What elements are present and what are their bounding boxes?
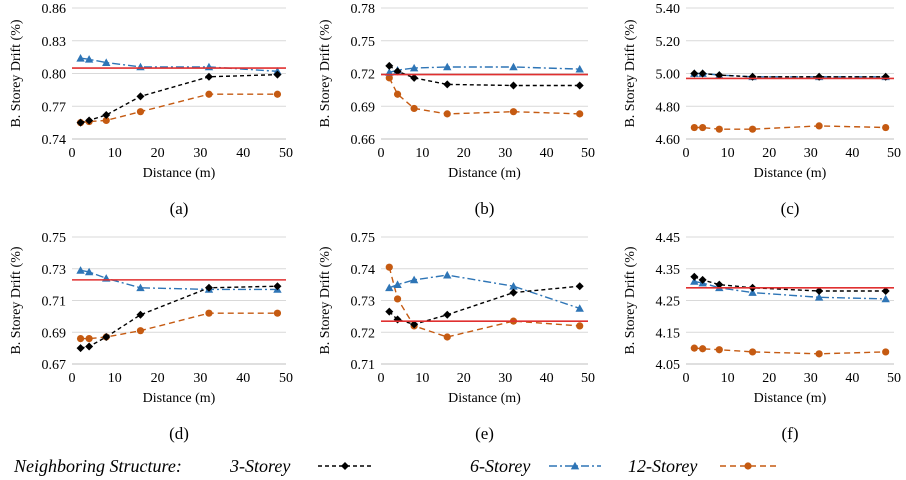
data-point <box>394 295 401 302</box>
x-tick-label: 50 <box>581 146 595 161</box>
y-tick-label: 4.25 <box>655 294 680 310</box>
panel-label: (a) <box>169 199 189 218</box>
data-point <box>136 63 144 71</box>
legend-prefix: Neighboring Structure: <box>14 456 182 476</box>
series-12-storey <box>691 122 890 132</box>
y-tick-label: 0.72 <box>350 67 375 83</box>
y-tick-label: 4.45 <box>655 231 680 246</box>
x-axis-title: Distance (m) <box>142 166 216 181</box>
data-point <box>576 282 584 290</box>
x-tick-label: 40 <box>845 371 860 386</box>
data-point <box>77 344 85 352</box>
x-tick-label: 50 <box>279 146 293 161</box>
legend-item-3-storey <box>229 456 372 476</box>
data-point <box>85 343 93 351</box>
data-point <box>881 295 889 303</box>
series-3-storey <box>77 282 282 352</box>
data-point <box>749 126 756 133</box>
y-tick-label: 5.40 <box>655 2 680 17</box>
y-tick-label: 4.80 <box>655 100 680 116</box>
data-point <box>136 92 144 100</box>
data-point <box>816 350 823 357</box>
data-point <box>205 91 212 98</box>
x-tick-label: 20 <box>762 371 777 386</box>
y-tick-label: 0.69 <box>41 326 66 342</box>
data-point <box>509 289 517 297</box>
data-point <box>136 311 144 319</box>
series-12-storey <box>386 264 584 341</box>
x-tick-label: 0 <box>68 146 76 161</box>
series-12-storey <box>386 74 584 117</box>
y-tick-label: 5.20 <box>655 34 680 50</box>
series-6-storey <box>76 54 281 75</box>
y-tick-label: 0.71 <box>350 358 375 373</box>
x-axis-title: Distance (m) <box>753 391 827 406</box>
legend-marker <box>341 462 349 470</box>
data-point <box>716 126 723 133</box>
data-point <box>137 108 144 115</box>
x-tick-label: 40 <box>845 146 860 161</box>
y-tick-label: 0.74 <box>350 262 375 278</box>
y-tick-label: 4.35 <box>655 262 680 278</box>
x-axis-title: Distance (m) <box>448 166 521 181</box>
x-axis-title: Distance (m) <box>753 166 827 181</box>
legend <box>13 456 776 476</box>
data-point <box>690 273 698 281</box>
series-line <box>389 267 579 337</box>
legend-items <box>229 456 776 476</box>
data-point <box>699 124 706 131</box>
data-point <box>716 346 723 353</box>
series-line <box>389 67 579 72</box>
data-point <box>102 111 110 119</box>
y-tick-label: 0.72 <box>350 326 375 342</box>
legend-label: 6-Storey <box>470 456 531 476</box>
data-point <box>443 311 451 319</box>
panel-label: (b) <box>474 199 495 218</box>
panel-label: (e) <box>475 424 494 443</box>
panel-e <box>318 231 595 443</box>
x-tick-label: 20 <box>150 146 165 161</box>
series-6-storey <box>690 277 890 302</box>
x-tick-label: 0 <box>377 146 385 161</box>
panel-a <box>9 2 293 218</box>
data-point <box>137 327 144 334</box>
data-point <box>444 333 451 340</box>
data-point <box>699 345 706 352</box>
panel-c <box>623 2 901 218</box>
data-point <box>510 108 517 115</box>
x-tick-label: 0 <box>68 371 76 386</box>
series-12-storey <box>691 345 890 358</box>
data-point <box>691 124 698 131</box>
series-line <box>389 78 579 114</box>
y-tick-label: 0.75 <box>350 34 375 50</box>
x-tick-label: 40 <box>539 371 554 386</box>
y-axis-title: B. Storey Drift (%) <box>623 246 638 355</box>
x-axis-title: Distance (m) <box>142 391 216 406</box>
data-point <box>77 119 85 127</box>
legend-label: 3-Storey <box>230 456 291 476</box>
x-tick-label: 0 <box>377 371 385 386</box>
x-tick-label: 0 <box>682 146 690 161</box>
x-tick-label: 40 <box>236 371 251 386</box>
x-tick-label: 50 <box>887 371 901 386</box>
x-tick-label: 20 <box>762 146 777 161</box>
x-axis-title: Distance (m) <box>448 391 521 406</box>
series-line <box>389 275 579 308</box>
y-tick-label: 0.71 <box>41 294 66 310</box>
series-line <box>389 286 579 324</box>
data-point <box>816 122 823 129</box>
y-axis-title: B. Storey Drift (%) <box>318 19 333 128</box>
x-tick-label: 20 <box>456 146 471 161</box>
y-tick-label: 0.74 <box>41 133 66 148</box>
data-point <box>76 54 84 62</box>
series-line <box>81 75 278 123</box>
x-tick-label: 30 <box>803 146 818 161</box>
y-tick-label: 0.86 <box>41 2 66 17</box>
series-line <box>694 277 885 291</box>
data-point <box>411 105 418 112</box>
x-tick-label: 30 <box>803 371 818 386</box>
data-point <box>386 264 393 271</box>
y-tick-label: 0.75 <box>350 231 375 246</box>
data-point <box>274 91 281 98</box>
y-tick-label: 0.80 <box>41 67 66 83</box>
y-tick-label: 0.83 <box>41 34 66 50</box>
series-12-storey <box>77 91 281 127</box>
x-tick-label: 30 <box>193 371 208 386</box>
panel-label: (c) <box>780 199 800 218</box>
x-tick-label: 50 <box>279 371 293 386</box>
panel-label: (f) <box>781 424 799 443</box>
panel-f <box>623 231 901 443</box>
series-3-storey <box>690 273 889 295</box>
y-tick-label: 4.05 <box>655 358 680 373</box>
x-tick-label: 10 <box>415 146 430 161</box>
series-6-storey <box>385 271 584 312</box>
series-line <box>81 313 278 338</box>
y-axis-title: B. Storey Drift (%) <box>623 19 638 128</box>
data-point <box>76 266 84 274</box>
legend-label: 12-Storey <box>628 456 698 476</box>
y-tick-label: 5.00 <box>655 67 680 83</box>
data-point <box>576 110 583 117</box>
data-point <box>385 62 393 70</box>
x-tick-label: 10 <box>107 371 122 386</box>
panels <box>9 2 901 443</box>
x-tick-label: 40 <box>236 146 251 161</box>
y-tick-label: 0.67 <box>41 358 66 373</box>
data-point <box>86 335 93 342</box>
x-tick-label: 10 <box>720 371 735 386</box>
y-tick-label: 0.78 <box>350 2 375 17</box>
data-point <box>394 91 401 98</box>
x-tick-label: 30 <box>498 146 513 161</box>
series-line <box>81 58 278 71</box>
series-line <box>81 94 278 122</box>
x-tick-label: 40 <box>539 146 554 161</box>
data-point <box>443 271 451 279</box>
y-tick-label: 4.15 <box>655 326 680 342</box>
x-tick-label: 10 <box>720 146 735 161</box>
y-tick-label: 0.69 <box>350 100 375 116</box>
y-tick-label: 0.73 <box>41 262 66 278</box>
data-point <box>77 335 84 342</box>
x-tick-label: 30 <box>498 371 513 386</box>
panel-b <box>318 2 595 218</box>
data-point <box>410 276 418 284</box>
panel-d <box>9 231 293 443</box>
data-point <box>102 333 110 341</box>
series-line <box>81 286 278 348</box>
legend-item-12-storey <box>628 456 776 476</box>
panel-label: (d) <box>169 424 189 443</box>
x-tick-label: 50 <box>887 146 901 161</box>
data-point <box>749 348 756 355</box>
x-tick-label: 50 <box>581 371 595 386</box>
data-point <box>205 310 212 317</box>
data-point <box>576 82 584 90</box>
x-tick-label: 30 <box>193 146 208 161</box>
data-point <box>882 124 889 131</box>
legend-item-6-storey <box>470 456 601 476</box>
x-tick-label: 10 <box>107 146 122 161</box>
series-line <box>694 126 885 129</box>
data-point <box>444 110 451 117</box>
data-point <box>882 348 889 355</box>
legend-marker <box>744 462 751 469</box>
data-point <box>509 82 517 90</box>
y-axis-title: B. Storey Drift (%) <box>9 19 24 128</box>
data-point <box>443 80 451 88</box>
y-axis-title: B. Storey Drift (%) <box>9 246 24 355</box>
y-tick-label: 0.77 <box>41 100 66 116</box>
data-point <box>691 345 698 352</box>
data-point <box>274 310 281 317</box>
series-line <box>694 282 885 299</box>
y-tick-label: 0.75 <box>41 231 66 246</box>
x-tick-label: 0 <box>682 371 690 386</box>
y-axis-title: B. Storey Drift (%) <box>318 246 333 355</box>
y-tick-label: 0.73 <box>350 294 375 310</box>
x-tick-label: 20 <box>456 371 471 386</box>
y-tick-label: 0.66 <box>350 133 375 148</box>
x-tick-label: 10 <box>415 371 430 386</box>
x-tick-label: 20 <box>150 371 165 386</box>
series-line <box>694 348 885 354</box>
y-tick-label: 4.60 <box>655 133 680 148</box>
data-point <box>576 322 583 329</box>
data-point <box>509 63 517 71</box>
